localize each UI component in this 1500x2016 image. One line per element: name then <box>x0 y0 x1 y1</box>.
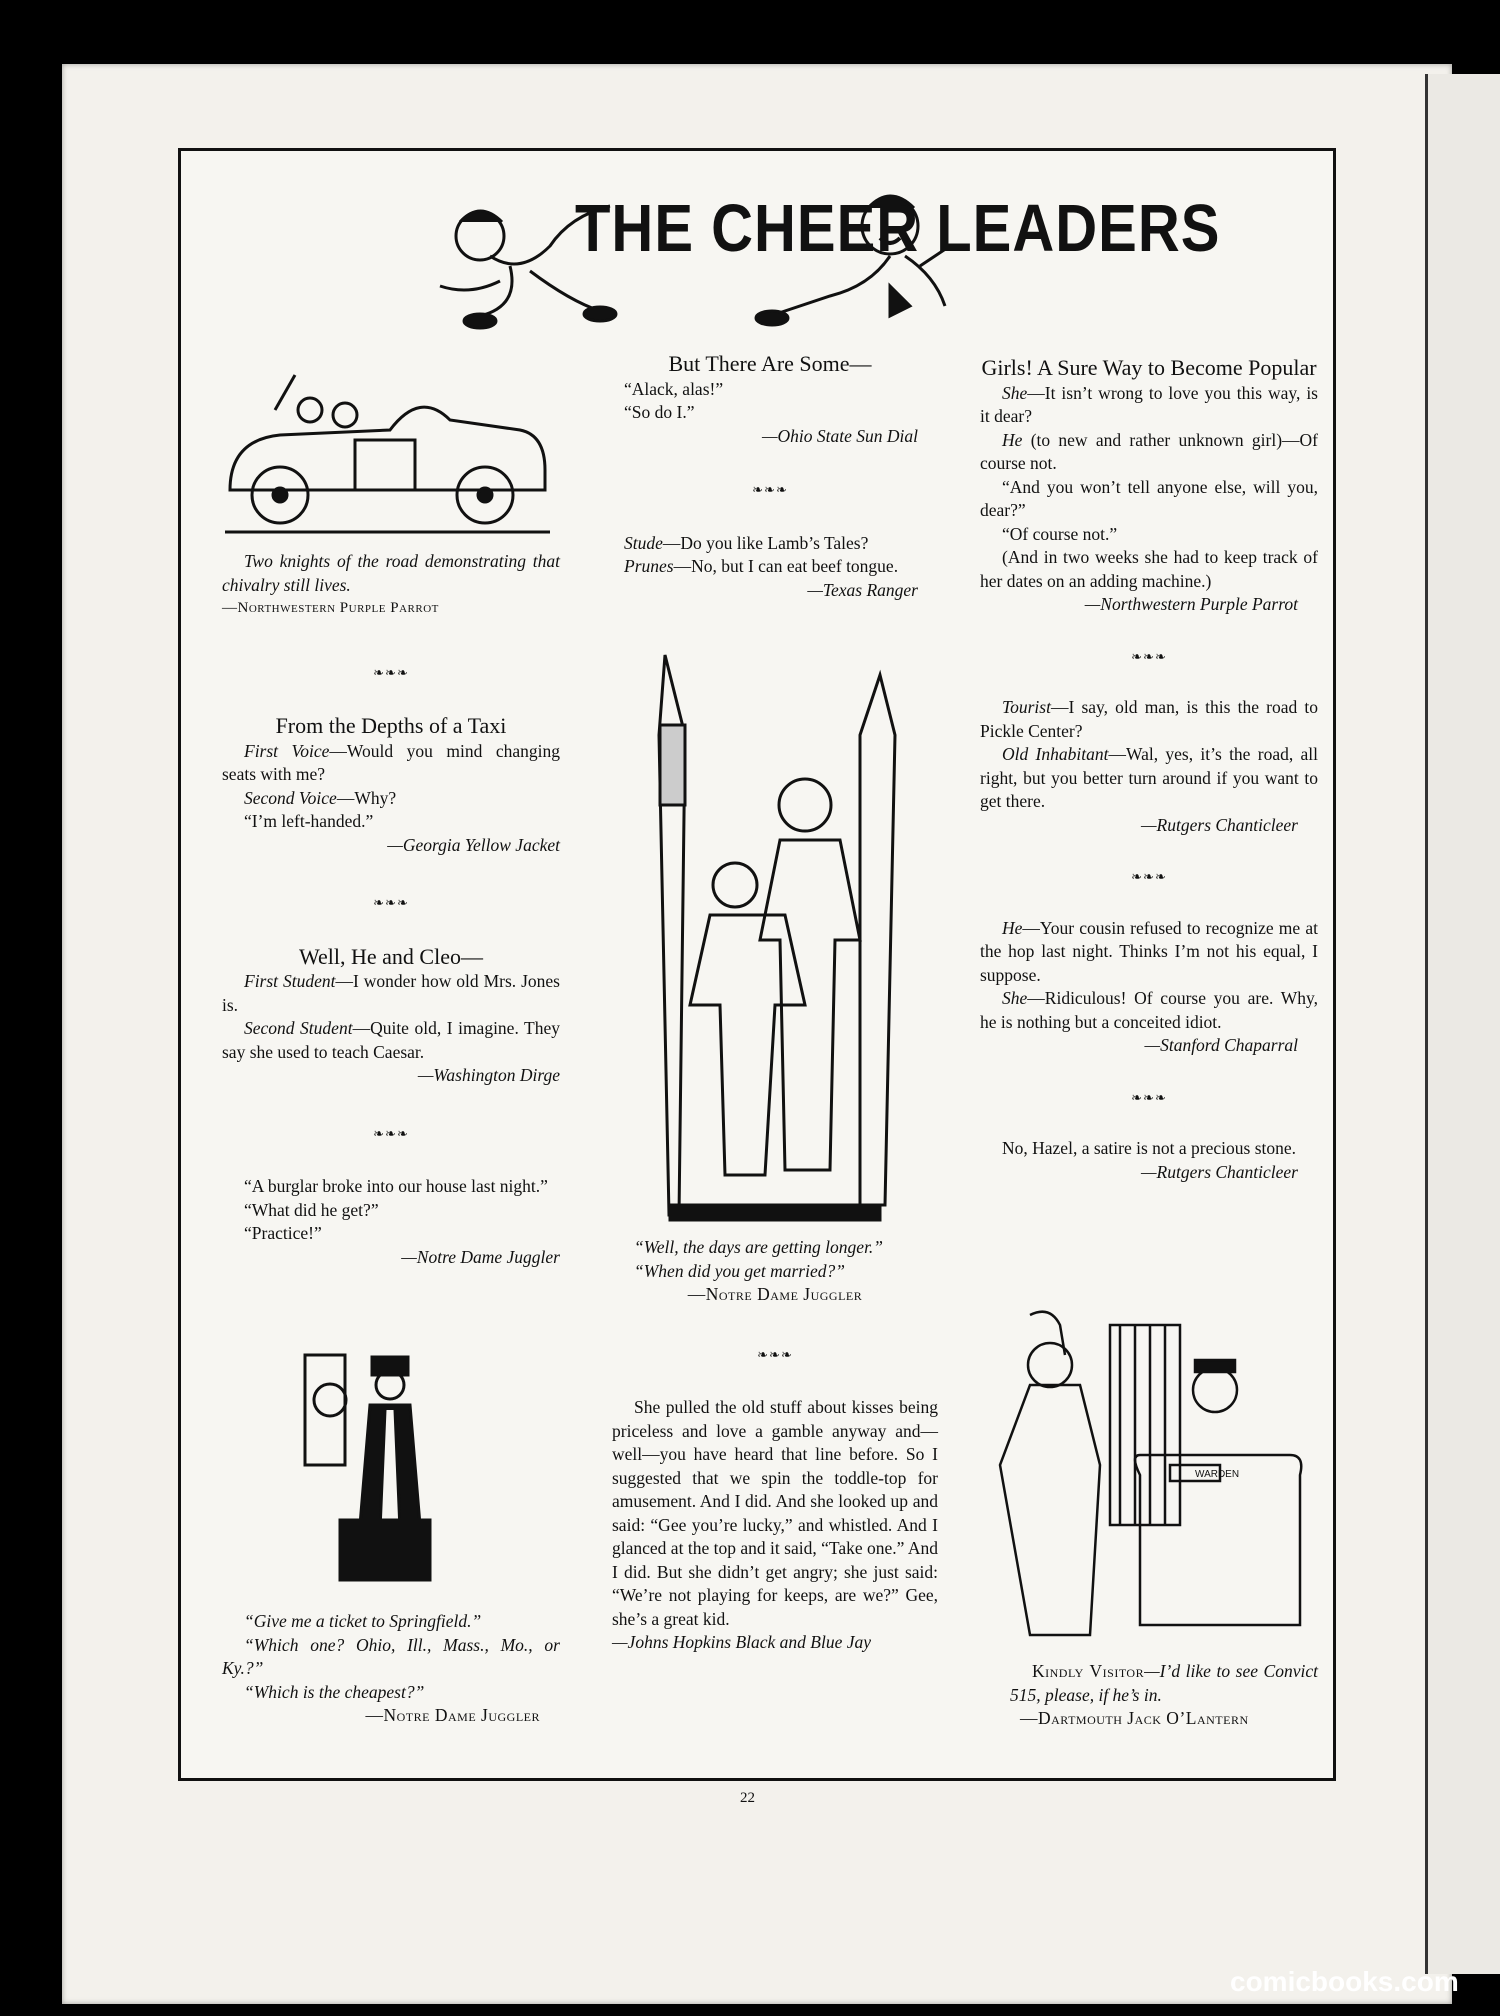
speaker: Stude <box>624 532 663 553</box>
speaker: Tourist <box>1002 697 1051 717</box>
some-credit: —Ohio State Sun Dial <box>761 425 918 446</box>
ornament: ❧❧❧ <box>1131 648 1167 664</box>
speaker: Old Inhabitant <box>1002 744 1109 764</box>
line: —I say, old man, is this the road to Pickle Center? <box>980 697 1318 741</box>
visitor-credit: —Dartmouth Jack O’Lantern <box>1020 1708 1249 1728</box>
ornament: ❧❧❧ <box>757 1346 793 1362</box>
speaker: Second Student <box>244 1018 353 1038</box>
site-watermark: comicbooks.com <box>1230 1966 1459 1997</box>
speaker: Prunes <box>624 556 674 576</box>
ornament: ❧❧❧ <box>373 1125 409 1141</box>
visitor-joke <box>1010 1660 1318 1731</box>
kisses-credit: —Johns Hopkins Black and Blue Jay <box>612 1632 872 1652</box>
speaker: Kindly Visitor <box>1032 1661 1145 1681</box>
speaker: First Student <box>244 971 336 991</box>
line: (to new and rather unknown girl)—Of course not. <box>980 429 1318 473</box>
speaker: He <box>1002 917 1023 938</box>
ticket-window-cartoon <box>300 1350 470 1590</box>
speaker: Second Voice <box>244 787 337 808</box>
burglar-credit: —Notre Dame Juggler <box>401 1246 560 1267</box>
line: —I wonder how old Mrs. Jones is. <box>222 971 560 1015</box>
line: “Give me a ticket to Springfield.” <box>244 1611 482 1631</box>
cleo-credit: —Washington Dirge <box>417 1065 560 1085</box>
line: —Why? <box>336 787 397 808</box>
line: —No, but I can eat beef tongue. <box>673 556 899 576</box>
hazel-credit: —Rutgers Chanticleer <box>1141 1161 1298 1182</box>
line: —Wal, yes, it’s the road, all right, but you better turn around if you want to get there. <box>980 744 1319 811</box>
left-column <box>222 550 560 1269</box>
giant-pen-and-pencil-illustration <box>640 645 900 1225</box>
girls-heading: Girls! A Sure Way to Become Popular <box>981 355 1317 380</box>
line: —It isn’t wrong to love you this way, is it dear? <box>980 382 1318 426</box>
cleo-heading: Well, He and Cleo— <box>299 943 483 969</box>
line: “So do I.” <box>624 402 695 422</box>
stude-credit: —Texas Ranger <box>807 579 918 600</box>
girls-credit: —Northwestern Purple Parrot <box>1084 594 1298 614</box>
speaker: She <box>1002 988 1028 1008</box>
hazel-text: No, Hazel, a satire is not a precious stone. <box>1002 1138 1297 1158</box>
kisses-text: She pulled the old stuff about kisses being priceless and love a gamble anyway and—well—you have heard that line before. So I suggested that we spin the toddle-top for amusement. And I did. And she looked up and said: “Gee you’re lucky,” and whistled. And I glanced at the top and it said, “Take one.” And I did. But she didn’t get angry; she just said: “We’re not playing for keeps, are we?” Gee, she’s a great kid. <box>612 1397 938 1629</box>
line: —Do you like Lamb’s Tales? <box>662 532 869 553</box>
adjacent-page-edge <box>1425 74 1500 1974</box>
line: “A burglar broke into our house last night.” <box>244 1176 548 1196</box>
ornament: ❧❧❧ <box>752 482 788 497</box>
line: —Would you mind changing seats with me? <box>222 740 560 784</box>
pens-credit: —Notre Dame Juggler <box>687 1284 863 1304</box>
ticket-joke <box>222 1610 560 1728</box>
tourist-credit: —Rutgers Chanticleer <box>1141 814 1298 835</box>
line: “Which is the cheapest?” <box>244 1681 425 1702</box>
right-column <box>980 356 1318 1184</box>
line: “What did he get?” <box>244 1199 379 1220</box>
speaker: First Voice <box>244 740 330 761</box>
ornament: ❧❧❧ <box>373 895 409 910</box>
line: “I’m left-handed.” <box>244 811 374 831</box>
some-heading: But There Are Some— <box>668 351 872 376</box>
line: “Practice!” <box>244 1223 322 1243</box>
line: “Alack, alas!” <box>624 378 724 399</box>
middle-column-top <box>602 352 938 602</box>
line: “Which one? Ohio, Ill., Mass., Mo., or Ky.?” <box>222 1634 560 1678</box>
line: “When did you get married?” <box>634 1260 845 1281</box>
ornament: ❧❧❧ <box>373 664 409 680</box>
cousin-credit: —Stanford Chaparral <box>1144 1035 1298 1055</box>
car-credit: —Northwestern Purple Parrot <box>222 600 439 616</box>
car-caption: Two knights of the road demonstrating that chivalry still lives. <box>222 551 560 595</box>
taxi-credit: —Georgia Yellow Jacket <box>387 834 560 855</box>
line: (And in two weeks she had to keep track of her dates on an adding machine.) <box>980 547 1318 591</box>
ticket-credit: —Notre Dame Juggler <box>365 1705 540 1725</box>
line: —Your cousin refused to recognize me at the hop last night. Thinks I’m not his equal, I suppose. <box>980 917 1318 985</box>
line: “Of course not.” <box>1002 523 1118 544</box>
ornament: ❧❧❧ <box>1131 1089 1167 1105</box>
page-number: 22 <box>740 1790 755 1806</box>
line: “Well, the days are getting longer.” <box>634 1237 884 1257</box>
cheer-leaders-title: THE CHEER LEADERS <box>575 191 1221 266</box>
prison-visitor-cartoon <box>990 1305 1310 1645</box>
speaker: He <box>1002 429 1023 450</box>
line: —Quite old, I imagine. They say she used to teach Caesar. <box>222 1018 560 1062</box>
warden-sign: WARDEN <box>1195 1469 1240 1480</box>
speaker: She <box>1002 382 1028 403</box>
ornament: ❧❧❧ <box>1131 869 1167 884</box>
car-cartoon-illustration <box>215 370 560 535</box>
taxi-heading: From the Depths of a Taxi <box>275 713 507 738</box>
line: —I’d like to see Convict 515, please, if he’s in. <box>1010 1661 1318 1705</box>
line: —Ridiculous! Of course you are. Why, he is nothing but a conceited idiot. <box>980 988 1318 1032</box>
pens-joke <box>612 1236 938 1655</box>
line: “And you won’t tell anyone else, will you, dear?” <box>980 476 1318 520</box>
